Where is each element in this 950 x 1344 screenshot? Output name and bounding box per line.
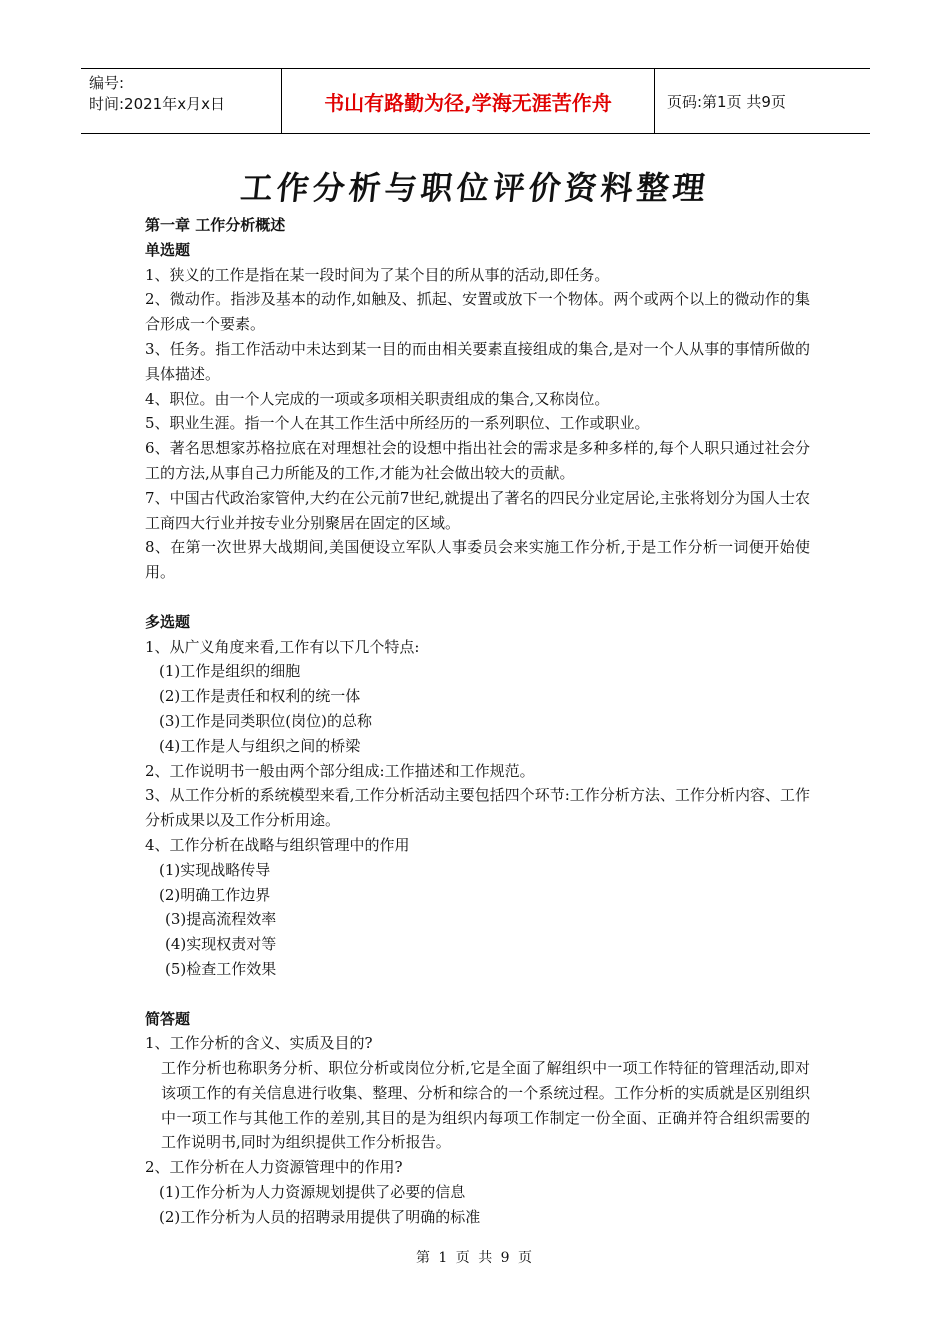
spacer — [145, 585, 810, 610]
page-footer: 第 1 页 共 9 页 — [415, 1250, 535, 1266]
sub-item: (1)工作分析为人力资源规划提供了必要的信息 — [159, 1183, 466, 1202]
sub-item: (4)实现权责对等 — [165, 935, 277, 954]
list-item: 3、任务。指工作活动中未达到某一目的而由相关要素直接组成的集合,是对一个人从事的事情所做的具体描述。 — [145, 339, 810, 383]
list-item: 7、中国古代政治家管仲,大约在公元前7世纪,就提出了著名的四民分业定居论,主张将划分为国人士农工商四大行业并按专业分别聚居在固定的区域。 — [145, 488, 810, 532]
number-label: 编号: — [89, 74, 125, 92]
list-item: 1、狭义的工作是指在某一段时间为了某个目的所从事的活动,即任务。 — [145, 265, 610, 284]
motto-text: 书山有路勤为径,学海无涯苦作舟 — [324, 90, 612, 115]
sub-item: (3)工作是同类职位(岗位)的总称 — [159, 711, 372, 730]
document-body — [145, 213, 810, 1230]
sub-item: (3)提高流程效率 — [165, 910, 277, 929]
document-title: 工作分析与职位评价资料整理 — [238, 169, 711, 207]
multi-choice-heading: 多选题 — [145, 612, 191, 631]
header-meta — [81, 69, 281, 133]
list-item: 5、职业生涯。指一个人在其工作生活中所经历的一系列职位、工作或职业。 — [145, 414, 650, 433]
sub-item: (1)实现战略传导 — [159, 860, 271, 879]
spacer — [145, 982, 810, 1007]
page-header — [81, 68, 870, 134]
list-item: 6、著名思想家苏格拉底在对理想社会的设想中指出社会的需求是多种多样的,每个人职只通过社会分工的方法,从事自己力所能及的工作,才能为社会做出较大的贡献。 — [145, 439, 810, 482]
list-item: 1、从广义角度来看,工作有以下几个特点: — [145, 637, 420, 656]
sub-item: (5)检查工作效果 — [165, 959, 277, 978]
chapter-heading: 第一章 工作分析概述 — [145, 216, 286, 234]
sub-item: (4)工作是人与组织之间的桥梁 — [159, 736, 361, 755]
list-item: 2、工作说明书一般由两个部分组成:工作描述和工作规范。 — [145, 761, 535, 780]
list-item: 4、工作分析在战略与组织管理中的作用 — [145, 835, 410, 854]
list-item: 8、在第一次世界大战期间,美国便设立军队人事委员会来实施工作分析,于是工作分析一词便开始使用。 — [145, 538, 810, 582]
sub-item: (2)工作是责任和权利的统一体 — [159, 687, 361, 706]
list-item: 4、职位。由一个人完成的一项或多项相关职责组成的集合,又称岗位。 — [145, 389, 610, 408]
sub-item: (2)工作分析为人员的招聘录用提供了明确的标准 — [159, 1207, 481, 1226]
list-item: 3、从工作分析的系统模型来看,工作分析活动主要包括四个环节:工作分析方法、工作分析内容、工作分析成果以及工作分析用途。 — [145, 786, 810, 830]
list-item: 2、工作分析在人力资源管理中的作用? — [145, 1158, 403, 1177]
sub-item: (1)工作是组织的细胞 — [159, 662, 301, 681]
answer-paragraph: 工作分析也称职务分析、职位分析或岗位分析,它是全面了解组织中一项工作特征的管理活动,即对该项工作的有关信息进行收集、整理、分析和综合的一个系统过程。工作分析的实质就是区别组织中一项工作与其他工作的差别,其目的是为组织内每项工作制定一份全面、正确并符合组织需要的工作说明书,同时为组织提供工作分析报告。 — [161, 1059, 810, 1152]
single-choice-list — [145, 263, 810, 585]
short-answer-heading: 简答题 — [145, 1009, 191, 1028]
date-label: 时间:2021年x月x日 — [89, 95, 225, 113]
list-item: 1、工作分析的含义、实质及目的? — [145, 1034, 373, 1053]
sub-item: (2)明确工作边界 — [159, 885, 271, 904]
page-info: 页码:第1页 共9页 — [667, 92, 786, 111]
header-motto-cell — [281, 69, 655, 133]
single-choice-heading: 单选题 — [145, 240, 191, 259]
list-item: 2、微动作。指涉及基本的动作,如触及、抓起、安置或放下一个物体。两个或两个以上的微动作的集合形成一个要素。 — [145, 290, 810, 334]
